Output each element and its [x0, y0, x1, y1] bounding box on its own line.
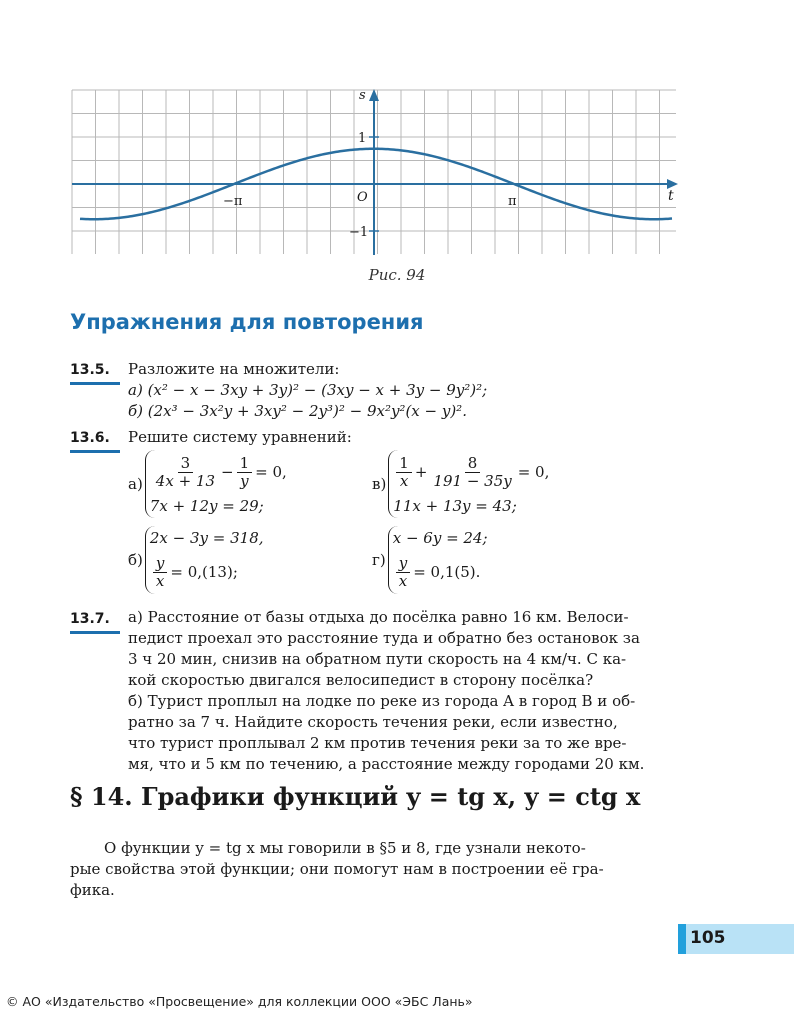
system-v-eq2: 11x + 13y = 43;: [393, 497, 517, 515]
exercise-13-7-line: б) Турист проплыл на лодке по реке из города A в город B и об-: [128, 692, 636, 710]
page-number: 105: [690, 928, 726, 948]
fraction-denominator: x: [399, 471, 409, 490]
exercise-underline: [70, 631, 120, 634]
exercise-number-text: 13.6.: [70, 430, 110, 446]
tick-label-minus-one: −1: [349, 225, 369, 240]
intro-line: фика.: [70, 881, 115, 899]
exercise-13-7-line: а) Расстояние от базы отдыха до посёлка равно 16 км. Велоси-: [128, 608, 629, 626]
exercise-13-5-body: [128, 359, 487, 422]
fraction: [396, 555, 410, 590]
exercise-number-13-7: [70, 611, 110, 627]
exercise-number-text: 13.7.: [70, 611, 110, 627]
exercise-13-7-line: 3 ч 20 мин, снизив на обратном пути скорость на 4 км/ч. С ка-: [128, 650, 627, 668]
exercise-13-7-line: педист проехал это расстояние туда и обратно без остановок за: [128, 629, 640, 647]
exercise-13-7-line: мя, что и 5 км по течению, а расстояние между городами 20 км.: [128, 755, 645, 773]
fraction-numerator: 1: [396, 455, 412, 473]
exercise-13-5-b: б) (2x³ − 3x²y + 3xy² − 2y³)² − 9x²y²(x − y)².: [128, 402, 467, 420]
exercise-13-6-title: Решите систему уравнений:: [128, 428, 352, 446]
intro-line: О функции y = tg x мы говорили в §5 и 8, где узнали некото-: [104, 839, 586, 857]
axis-label-t: t: [668, 188, 674, 204]
operator: +: [414, 463, 428, 481]
tick-label-one: 1: [358, 131, 367, 146]
graph-figure: [0, 0, 794, 262]
exercise-13-7-line: кой скоростью двигался велосипедист в сторону посёлка?: [128, 671, 594, 689]
system-g-eq1: x − 6y = 24;: [392, 529, 488, 547]
system-g-label: г): [372, 551, 386, 569]
exercise-13-7-body: [128, 607, 688, 775]
origin-label: O: [357, 190, 368, 205]
fraction-numerator: 1: [237, 455, 253, 473]
intro-paragraph: [70, 838, 676, 901]
fraction-denominator: x: [398, 571, 408, 590]
exercise-13-5-a: а) (x² − x − 3xy + 3y)² − (3xy − x + 3y − 9y²)²;: [128, 381, 488, 399]
system-a-eq2: 7x + 12y = 29;: [149, 497, 264, 515]
system-v-label: в): [372, 475, 387, 493]
fraction-denominator: 191 − 35y: [433, 471, 512, 490]
fraction: [430, 455, 514, 490]
page-number-accent: [678, 924, 686, 954]
exercise-number-13-6: [70, 430, 110, 446]
operator: −: [221, 463, 234, 481]
tick-label-minus-pi: −π: [223, 194, 243, 209]
system-a-brace: [145, 450, 287, 518]
fraction-numerator: y: [396, 555, 410, 573]
intro-line: рые свойства этой функции; они помогут нам в построении её гра-: [70, 860, 604, 878]
system-a: [128, 450, 287, 518]
fraction-denominator: y: [240, 471, 249, 490]
exercise-13-7-line: что турист проплывал 2 км против течения реки за то же вре-: [128, 734, 627, 752]
system-v-brace: [388, 450, 549, 518]
system-b: [128, 526, 264, 594]
paragraph-title: § 14. Графики функций y = tg x, y = ctg x: [70, 782, 641, 811]
exercise-number-13-5: [70, 362, 110, 378]
system-b-label: б): [128, 551, 143, 569]
fraction: [237, 455, 253, 490]
fraction-denominator: 4x + 13: [155, 471, 215, 490]
exercise-13-5-title: Разложите на множители:: [128, 360, 340, 378]
exercise-13-7-line: ратно за 7 ч. Найдите скорость течения реки, если известно,: [128, 713, 618, 731]
equation-rhs: = 0,: [517, 463, 550, 481]
exercise-underline: [70, 382, 120, 385]
system-v: [372, 450, 549, 518]
system-a-label: а): [128, 475, 143, 493]
fraction-numerator: y: [153, 555, 167, 573]
equation-rhs: = 0,1(5).: [413, 563, 481, 581]
section-heading: Упражнения для повторения: [70, 310, 424, 334]
fraction-numerator: 3: [178, 455, 194, 473]
copyright-footer: © АО «Издательство «Просвещение» для коллекции ООО «ЭБС Лань»: [6, 994, 473, 1009]
equation-rhs: = 0,(13);: [170, 563, 238, 581]
system-b-eq1: 2x − 3y = 318,: [149, 529, 264, 547]
exercise-underline: [70, 450, 120, 453]
system-g-brace: [388, 526, 488, 594]
fraction: [396, 455, 412, 490]
fraction: [153, 455, 218, 490]
exercise-number-text: 13.5.: [70, 362, 110, 378]
figure-caption: Рис. 94: [368, 266, 426, 284]
equation-rhs: = 0,: [255, 463, 287, 481]
fraction-denominator: x: [155, 571, 165, 590]
axis-label-s: s: [359, 88, 366, 103]
fraction: [153, 555, 167, 590]
system-b-brace: [145, 526, 264, 594]
fraction-numerator: 8: [465, 455, 481, 473]
system-g: [372, 526, 488, 594]
tick-label-pi: π: [508, 194, 517, 209]
